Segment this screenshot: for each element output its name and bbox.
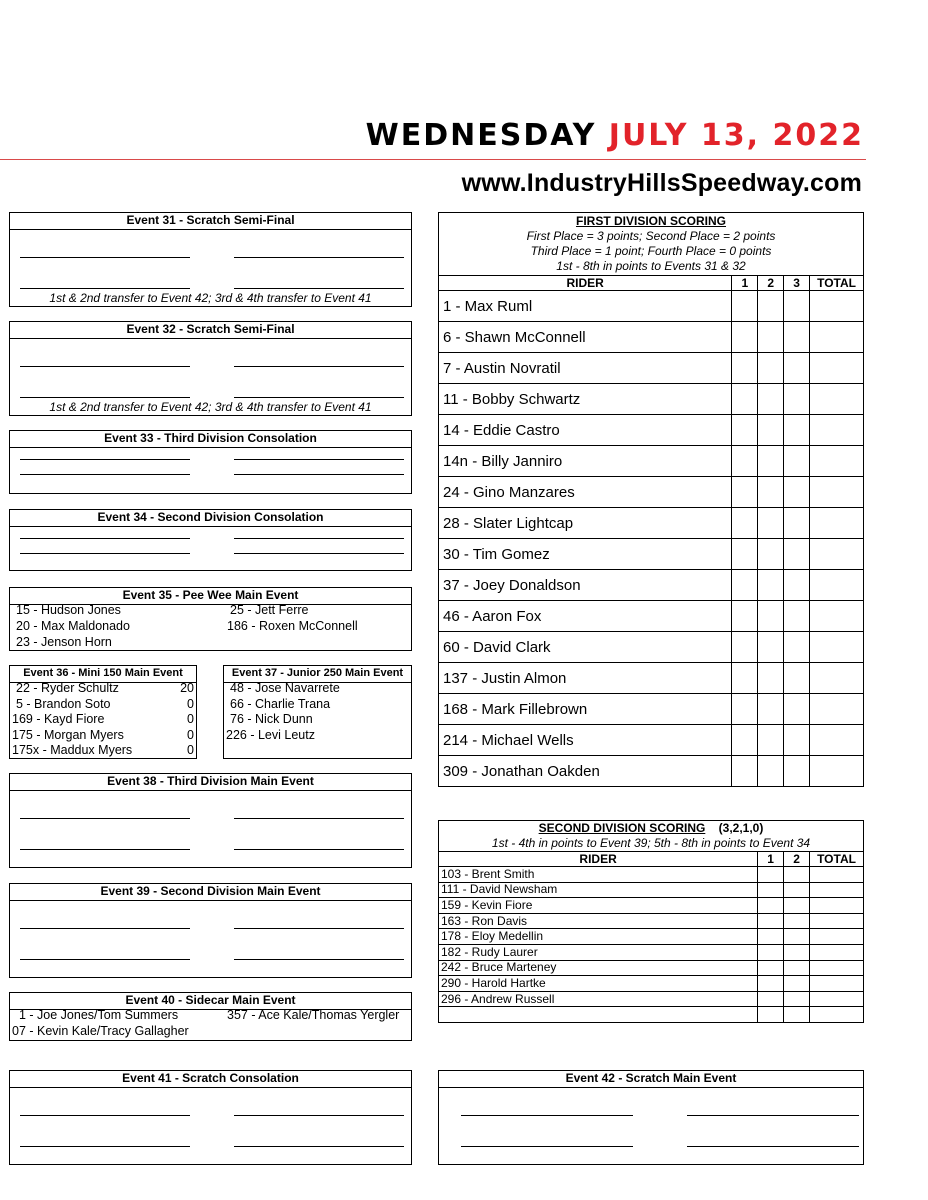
event-33-box bbox=[9, 430, 412, 494]
heat-2-score-cell[interactable] bbox=[758, 477, 784, 508]
heat-2-score-cell[interactable] bbox=[784, 913, 810, 929]
result-line bbox=[234, 474, 404, 475]
rider-name bbox=[439, 1007, 758, 1023]
result-line bbox=[20, 366, 190, 367]
rider-name: 214 - Michael Wells bbox=[439, 725, 732, 756]
result-line bbox=[20, 1146, 190, 1147]
heat-1-score-cell[interactable] bbox=[758, 991, 784, 1007]
total-score-cell[interactable] bbox=[810, 1007, 864, 1023]
event-39-title: Event 39 - Second Division Main Event bbox=[10, 884, 411, 901]
rider-name: 163 - Ron Davis bbox=[439, 913, 758, 929]
rider-row bbox=[439, 882, 864, 898]
heat-3-score-cell[interactable] bbox=[784, 601, 810, 632]
rider-name: 290 - Harold Hartke bbox=[439, 976, 758, 992]
total-score-cell[interactable] bbox=[810, 882, 864, 898]
total-score-cell[interactable] bbox=[810, 539, 864, 570]
rider-name: 11 - Bobby Schwartz bbox=[439, 384, 732, 415]
rider-name: 111 - David Newsham bbox=[439, 882, 758, 898]
result-line bbox=[234, 459, 404, 460]
rider-name: 242 - Bruce Marteney bbox=[439, 960, 758, 976]
rider-row bbox=[439, 913, 864, 929]
event-32-box bbox=[9, 321, 412, 416]
rider-points: 0 bbox=[187, 712, 194, 726]
scoring-rule: 1st - 4th in points to Event 39; 5th - 8th in points to Event 34 bbox=[491, 836, 811, 850]
rider-row bbox=[439, 415, 864, 446]
rider-entry: 186 - Roxen McConnell bbox=[227, 619, 358, 633]
total-score-cell[interactable] bbox=[810, 694, 864, 725]
heat-1-score-cell[interactable] bbox=[732, 694, 758, 725]
rider-row bbox=[439, 477, 864, 508]
heat-2-score-cell[interactable] bbox=[784, 882, 810, 898]
second-division-table bbox=[438, 820, 864, 1023]
heat-2-score-cell[interactable] bbox=[784, 929, 810, 945]
heat-1-score-cell[interactable] bbox=[758, 976, 784, 992]
heat-3-score-cell[interactable] bbox=[784, 384, 810, 415]
heat-1-score-cell[interactable] bbox=[732, 601, 758, 632]
result-line bbox=[461, 1146, 633, 1147]
rider-entry: 169 - Kayd Fiore bbox=[12, 712, 105, 726]
rider-name: 103 - Brent Smith bbox=[439, 867, 758, 883]
rider-entry: 23 - Jenson Horn bbox=[16, 635, 112, 649]
rider-entry: 76 - Nick Dunn bbox=[230, 712, 313, 726]
result-line bbox=[687, 1115, 859, 1116]
event-38-title: Event 38 - Third Division Main Event bbox=[10, 774, 411, 791]
result-line bbox=[20, 538, 190, 539]
total-score-cell[interactable] bbox=[810, 898, 864, 914]
heat-1-score-cell[interactable] bbox=[758, 882, 784, 898]
total-score-cell[interactable] bbox=[810, 384, 864, 415]
heat-1-score-cell[interactable] bbox=[732, 477, 758, 508]
rider-name: 60 - David Clark bbox=[439, 632, 732, 663]
rider-row bbox=[439, 694, 864, 725]
heat-2-score-cell[interactable] bbox=[758, 446, 784, 477]
first-division-header bbox=[439, 213, 864, 276]
rider-row bbox=[439, 898, 864, 914]
rider-name: 14 - Eddie Castro bbox=[439, 415, 732, 446]
rider-name: 178 - Eloy Medellin bbox=[439, 929, 758, 945]
event-37-box bbox=[223, 665, 412, 759]
rider-name: 159 - Kevin Fiore bbox=[439, 898, 758, 914]
event-32-title: Event 32 - Scratch Semi-Final bbox=[10, 322, 411, 339]
event-42-title: Event 42 - Scratch Main Event bbox=[439, 1071, 863, 1088]
result-line bbox=[20, 288, 190, 289]
rider-points: 0 bbox=[187, 728, 194, 742]
first-division-table bbox=[438, 212, 864, 787]
result-line bbox=[20, 257, 190, 258]
event-31-title: Event 31 - Scratch Semi-Final bbox=[10, 213, 411, 230]
rider-row bbox=[439, 601, 864, 632]
event-41-box bbox=[9, 1070, 412, 1165]
total-score-cell[interactable] bbox=[810, 944, 864, 960]
result-line bbox=[20, 818, 190, 819]
rider-name: 6 - Shawn McConnell bbox=[439, 322, 732, 353]
scoring-rule: Third Place = 1 point; Fourth Place = 0 points bbox=[530, 244, 772, 258]
result-line bbox=[461, 1115, 633, 1116]
heat-2-score-cell[interactable] bbox=[758, 694, 784, 725]
heat-2-score-cell[interactable] bbox=[758, 663, 784, 694]
rider-entry: 175 - Morgan Myers bbox=[12, 728, 124, 742]
heat-2-score-cell[interactable] bbox=[784, 1007, 810, 1023]
rider-row bbox=[439, 570, 864, 601]
heat-3-score-cell[interactable] bbox=[784, 570, 810, 601]
rider-entry: 20 - Max Maldonado bbox=[16, 619, 130, 633]
heat-3-score-cell[interactable] bbox=[784, 322, 810, 353]
rider-row bbox=[439, 867, 864, 883]
heat-2-score-cell[interactable] bbox=[758, 508, 784, 539]
heat-1-score-cell[interactable] bbox=[758, 913, 784, 929]
total-score-cell[interactable] bbox=[810, 960, 864, 976]
rider-row bbox=[439, 322, 864, 353]
total-score-cell[interactable] bbox=[810, 991, 864, 1007]
event-31-box bbox=[9, 212, 412, 307]
result-line bbox=[234, 1115, 404, 1116]
event-38-box bbox=[9, 773, 412, 868]
event-34-title: Event 34 - Second Division Consolation bbox=[10, 510, 411, 527]
heat-2-score-cell[interactable] bbox=[758, 415, 784, 446]
rider-row bbox=[439, 508, 864, 539]
heat-1-score-cell[interactable] bbox=[732, 725, 758, 756]
rider-entry: 22 - Ryder Schultz bbox=[16, 681, 119, 695]
rider-name: 1 - Max Ruml bbox=[439, 291, 732, 322]
event-39-box bbox=[9, 883, 412, 978]
rider-entry: 226 - Levi Leutz bbox=[226, 728, 315, 742]
rider-row bbox=[439, 756, 864, 787]
event-40-title: Event 40 - Sidecar Main Event bbox=[10, 993, 411, 1010]
rider-row bbox=[439, 991, 864, 1007]
rider-row bbox=[439, 632, 864, 663]
heat-3-score-cell[interactable] bbox=[784, 725, 810, 756]
total-score-cell[interactable] bbox=[810, 913, 864, 929]
column-header-total: TOTAL bbox=[810, 276, 864, 291]
column-header-rider: RIDER bbox=[439, 276, 732, 291]
day-label: WEDNESDAY bbox=[365, 118, 597, 153]
heat-2-score-cell[interactable] bbox=[784, 960, 810, 976]
heat-1-score-cell[interactable] bbox=[758, 898, 784, 914]
result-line bbox=[20, 959, 190, 960]
event-32-note: 1st & 2nd transfer to Event 42; 3rd & 4th transfer to Event 41 bbox=[49, 400, 372, 414]
rider-row bbox=[439, 960, 864, 976]
total-score-cell[interactable] bbox=[810, 867, 864, 883]
event-33-title: Event 33 - Third Division Consolation bbox=[10, 431, 411, 448]
total-score-cell[interactable] bbox=[810, 353, 864, 384]
heat-1-score-cell[interactable] bbox=[758, 867, 784, 883]
heat-1-score-cell[interactable] bbox=[758, 944, 784, 960]
heat-1-score-cell[interactable] bbox=[732, 539, 758, 570]
total-score-cell[interactable] bbox=[810, 322, 864, 353]
total-score-cell[interactable] bbox=[810, 570, 864, 601]
event-31-note: 1st & 2nd transfer to Event 42; 3rd & 4th transfer to Event 41 bbox=[49, 291, 372, 305]
total-score-cell[interactable] bbox=[810, 756, 864, 787]
rider-row bbox=[439, 446, 864, 477]
event-36-title: Event 36 - Mini 150 Main Event bbox=[10, 666, 196, 683]
heat-2-score-cell[interactable] bbox=[758, 384, 784, 415]
heat-1-score-cell[interactable] bbox=[732, 508, 758, 539]
total-score-cell[interactable] bbox=[810, 663, 864, 694]
column-header-heat-1: 1 bbox=[758, 852, 784, 867]
total-score-cell[interactable] bbox=[810, 415, 864, 446]
heat-2-score-cell[interactable] bbox=[784, 976, 810, 992]
heat-2-score-cell[interactable] bbox=[758, 539, 784, 570]
second-division-header bbox=[439, 821, 864, 852]
heat-2-score-cell[interactable] bbox=[758, 322, 784, 353]
heat-3-score-cell[interactable] bbox=[784, 477, 810, 508]
heat-3-score-cell[interactable] bbox=[784, 353, 810, 384]
date-label: JULY 13, 2022 bbox=[608, 118, 864, 153]
event-37-title: Event 37 - Junior 250 Main Event bbox=[224, 666, 411, 683]
heat-1-score-cell[interactable] bbox=[732, 446, 758, 477]
heat-3-score-cell[interactable] bbox=[784, 694, 810, 725]
rider-row bbox=[439, 725, 864, 756]
rider-points: 20 bbox=[180, 681, 194, 695]
rider-row bbox=[439, 663, 864, 694]
total-score-cell[interactable] bbox=[810, 477, 864, 508]
column-header-heat-2: 2 bbox=[758, 276, 784, 291]
total-score-cell[interactable] bbox=[810, 725, 864, 756]
event-42-box bbox=[438, 1070, 864, 1165]
rider-name: 137 - Justin Almon bbox=[439, 663, 732, 694]
result-line bbox=[20, 553, 190, 554]
rider-name: 30 - Tim Gomez bbox=[439, 539, 732, 570]
rider-row bbox=[439, 1007, 864, 1023]
event-36-box bbox=[9, 665, 197, 759]
total-score-cell[interactable] bbox=[810, 976, 864, 992]
rider-row bbox=[439, 291, 864, 322]
total-score-cell[interactable] bbox=[810, 291, 864, 322]
column-header-heat-3: 3 bbox=[784, 276, 810, 291]
result-line bbox=[234, 366, 404, 367]
first-division-title: FIRST DIVISION SCORING bbox=[575, 214, 726, 228]
heat-2-score-cell[interactable] bbox=[784, 898, 810, 914]
rider-name: 309 - Jonathan Oakden bbox=[439, 756, 732, 787]
heat-2-score-cell[interactable] bbox=[758, 570, 784, 601]
result-line bbox=[20, 474, 190, 475]
second-division-title: SECOND DIVISION SCORING bbox=[538, 821, 706, 835]
heat-3-score-cell[interactable] bbox=[784, 663, 810, 694]
result-line bbox=[234, 849, 404, 850]
heat-1-score-cell[interactable] bbox=[732, 632, 758, 663]
heat-2-score-cell[interactable] bbox=[784, 944, 810, 960]
rider-row bbox=[439, 976, 864, 992]
heat-2-score-cell[interactable] bbox=[758, 353, 784, 384]
rider-points: 0 bbox=[187, 743, 194, 757]
rider-entry: 48 - Jose Navarrete bbox=[230, 681, 340, 695]
rider-name: 296 - Andrew Russell bbox=[439, 991, 758, 1007]
rider-name: 168 - Mark Fillebrown bbox=[439, 694, 732, 725]
rider-entry: 175x - Maddux Myers bbox=[12, 743, 133, 757]
rider-row bbox=[439, 944, 864, 960]
result-line bbox=[234, 1146, 404, 1147]
heat-2-score-cell[interactable] bbox=[758, 291, 784, 322]
rider-row bbox=[439, 539, 864, 570]
heat-2-score-cell[interactable] bbox=[758, 756, 784, 787]
team-entry: 357 - Ace Kale/Thomas Yergler bbox=[227, 1008, 400, 1022]
total-score-cell[interactable] bbox=[810, 601, 864, 632]
result-line bbox=[234, 818, 404, 819]
team-entry: 1 - Joe Jones/Tom Summers bbox=[19, 1008, 179, 1022]
heat-2-score-cell[interactable] bbox=[758, 725, 784, 756]
column-header-heat-2: 2 bbox=[784, 852, 810, 867]
result-line bbox=[234, 959, 404, 960]
result-line bbox=[234, 397, 404, 398]
column-header-total: TOTAL bbox=[810, 852, 864, 867]
rider-name: 7 - Austin Novratil bbox=[439, 353, 732, 384]
rider-row bbox=[439, 353, 864, 384]
rider-name: 24 - Gino Manzares bbox=[439, 477, 732, 508]
second-division-points: (3,2,1,0) bbox=[718, 821, 764, 835]
rider-entry: 66 - Charlie Trana bbox=[230, 697, 331, 711]
heat-3-score-cell[interactable] bbox=[784, 415, 810, 446]
team-entry: 07 - Kevin Kale/Tracy Gallagher bbox=[12, 1024, 189, 1038]
rider-row bbox=[439, 384, 864, 415]
total-score-cell[interactable] bbox=[810, 929, 864, 945]
rider-name: 182 - Rudy Laurer bbox=[439, 944, 758, 960]
scoring-rule: 1st - 8th in points to Events 31 & 32 bbox=[556, 259, 746, 273]
heat-1-score-cell[interactable] bbox=[758, 929, 784, 945]
heat-1-score-cell[interactable] bbox=[758, 960, 784, 976]
heat-2-score-cell[interactable] bbox=[784, 991, 810, 1007]
heat-3-score-cell[interactable] bbox=[784, 291, 810, 322]
result-line bbox=[20, 397, 190, 398]
heat-1-score-cell[interactable] bbox=[732, 570, 758, 601]
heat-1-score-cell[interactable] bbox=[758, 1007, 784, 1023]
scoring-rule: First Place = 3 points; Second Place = 2 points bbox=[526, 229, 776, 243]
result-line bbox=[20, 1115, 190, 1116]
rider-entry: 25 - Jett Ferre bbox=[230, 603, 309, 617]
total-score-cell[interactable] bbox=[810, 508, 864, 539]
rider-entry: 5 - Brandon Soto bbox=[16, 697, 111, 711]
heat-3-score-cell[interactable] bbox=[784, 446, 810, 477]
website-link[interactable]: www.IndustryHillsSpeedway.com bbox=[461, 169, 862, 197]
heat-1-score-cell[interactable] bbox=[732, 663, 758, 694]
heat-1-score-cell[interactable] bbox=[732, 291, 758, 322]
result-line bbox=[20, 849, 190, 850]
result-line bbox=[20, 928, 190, 929]
result-line bbox=[234, 257, 404, 258]
heat-3-score-cell[interactable] bbox=[784, 539, 810, 570]
heat-1-score-cell[interactable] bbox=[732, 415, 758, 446]
event-date-heading bbox=[366, 118, 864, 153]
total-score-cell[interactable] bbox=[810, 446, 864, 477]
heat-2-score-cell[interactable] bbox=[784, 867, 810, 883]
rider-name: 14n - Billy Janniro bbox=[439, 446, 732, 477]
rider-name: 37 - Joey Donaldson bbox=[439, 570, 732, 601]
heat-1-score-cell[interactable] bbox=[732, 756, 758, 787]
rider-row bbox=[439, 929, 864, 945]
column-header-rider: RIDER bbox=[439, 852, 758, 867]
total-score-cell[interactable] bbox=[810, 632, 864, 663]
result-line bbox=[687, 1146, 859, 1147]
result-line bbox=[234, 288, 404, 289]
heat-1-score-cell[interactable] bbox=[732, 322, 758, 353]
header-divider bbox=[0, 159, 866, 160]
result-line bbox=[234, 928, 404, 929]
event-34-box bbox=[9, 509, 412, 571]
event-41-title: Event 41 - Scratch Consolation bbox=[10, 1071, 411, 1088]
heat-1-score-cell[interactable] bbox=[732, 384, 758, 415]
rider-name: 46 - Aaron Fox bbox=[439, 601, 732, 632]
event-35-title: Event 35 - Pee Wee Main Event bbox=[10, 588, 411, 605]
event-35-box bbox=[9, 587, 412, 651]
result-line bbox=[234, 538, 404, 539]
heat-1-score-cell[interactable] bbox=[732, 353, 758, 384]
result-line bbox=[20, 459, 190, 460]
heat-2-score-cell[interactable] bbox=[758, 601, 784, 632]
column-header-heat-1: 1 bbox=[732, 276, 758, 291]
rider-entry: 15 - Hudson Jones bbox=[16, 603, 121, 617]
rider-name: 28 - Slater Lightcap bbox=[439, 508, 732, 539]
rider-points: 0 bbox=[187, 697, 194, 711]
heat-3-score-cell[interactable] bbox=[784, 632, 810, 663]
event-40-box bbox=[9, 992, 412, 1041]
result-line bbox=[234, 553, 404, 554]
heat-3-score-cell[interactable] bbox=[784, 756, 810, 787]
heat-2-score-cell[interactable] bbox=[758, 632, 784, 663]
heat-3-score-cell[interactable] bbox=[784, 508, 810, 539]
